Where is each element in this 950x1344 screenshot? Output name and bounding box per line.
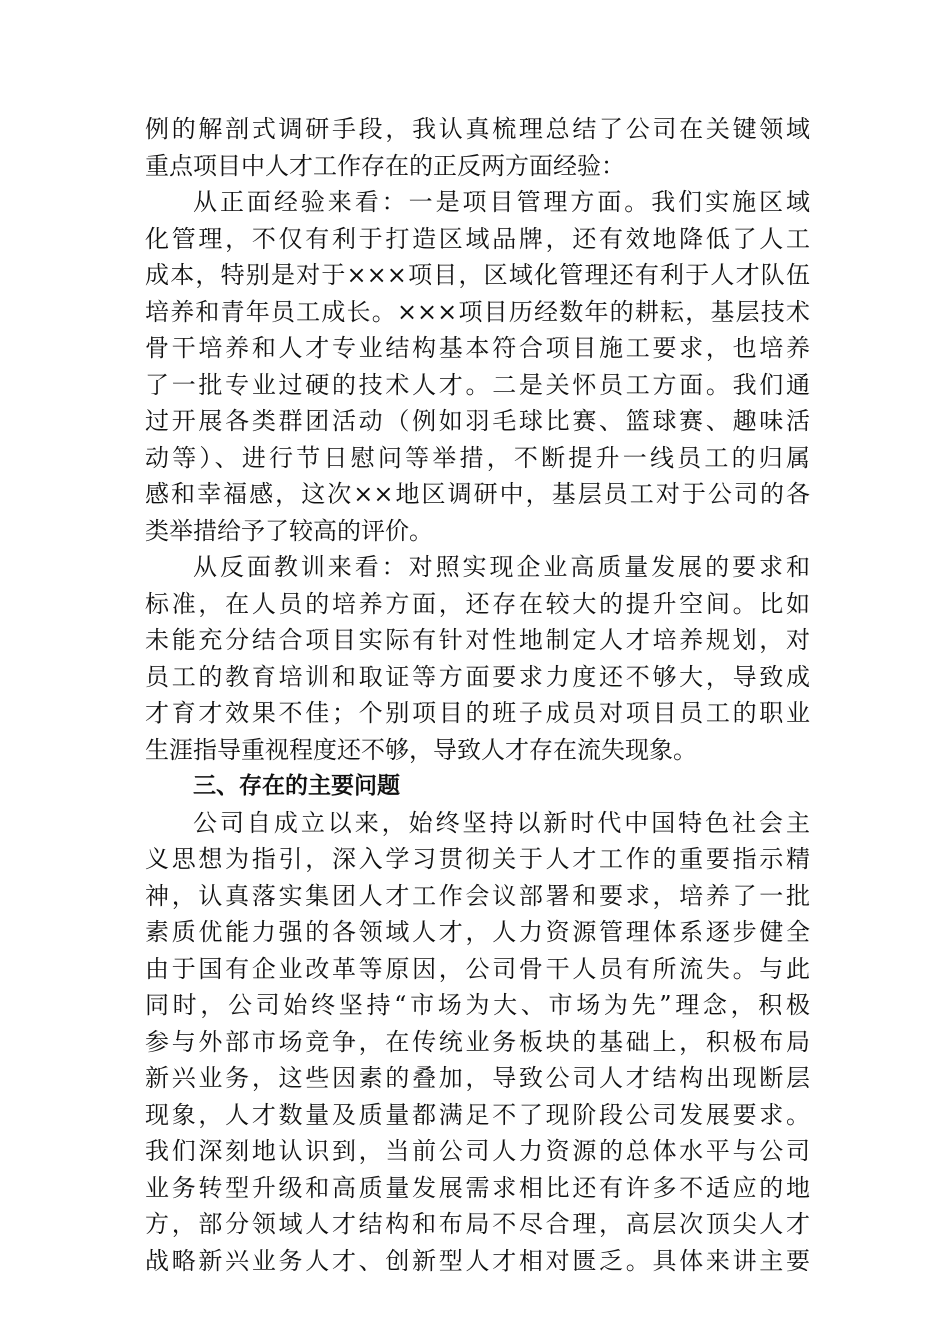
- document-body: [145, 111, 810, 1279]
- text-line: 标准，在人员的培养方面，还存在较大的提升空间。比如: [145, 589, 810, 618]
- text-line: 重点项目中人才工作存在的正反两方面经验：: [145, 151, 625, 180]
- intro-paragraph: [145, 111, 810, 184]
- text-line: 化管理，不仅有利于打造区域品牌，还有效地降低了人工: [145, 224, 810, 253]
- text-line: 参与外部市场竞争，在传统业务板块的基础上，积极布局: [145, 1027, 810, 1056]
- text-line: 战略新兴业务人才、创新型人才相对匮乏。具体来讲主要: [145, 1246, 810, 1275]
- text-line: 才育才效果不佳；个别项目的班子成员对项目员工的职业: [145, 699, 810, 727]
- positive-experience-paragraph: [145, 184, 810, 549]
- text-line: 了一批专业过硬的技术人才。二是关怀员工方面。我们通: [145, 370, 810, 399]
- section-heading: 三、存在的主要问题: [193, 773, 400, 799]
- text-line: 从正面经验来看：一是项目管理方面。我们实施区域: [193, 188, 810, 216]
- text-line: 类举措给予了较高的评价。: [145, 516, 433, 545]
- text-line: 培养和青年员工成长。×××项目历经数年的耕耘，基层技术: [145, 297, 810, 326]
- text-line: 过开展各类群团活动（例如羽毛球比赛、篮球赛、趣味活: [145, 407, 810, 435]
- text-line: 例的解剖式调研手段，我认真梳理总结了公司在关键领域: [145, 115, 810, 143]
- text-line: 生涯指导重视程度还不够，导致人才存在流失现象。: [145, 735, 697, 764]
- text-line: 义思想为指引，深入学习贯彻关于人才工作的重要指示精: [145, 845, 810, 873]
- text-line: 现象，人才数量及质量都满足不了现阶段公司发展要求。: [145, 1100, 810, 1129]
- text-line: 感和幸福感，这次××地区调研中，基层员工对于公司的各: [145, 480, 810, 508]
- text-line: 从反面教训来看：对照实现企业高质量发展的要求和: [193, 553, 810, 581]
- text-line: 神，认真落实集团人才工作会议部署和要求，培养了一批: [145, 881, 810, 910]
- text-line: 新兴业务，这些因素的叠加，导致公司人才结构出现断层: [145, 1064, 810, 1092]
- text-line: 素质优能力强的各领域人才，人力资源管理体系逐步健全: [145, 918, 810, 946]
- text-line: 骨干培养和人才专业结构基本符合项目施工要求，也培养: [145, 334, 810, 362]
- text-line: 业务转型升级和高质量发展需求相比还有许多不适应的地: [145, 1173, 810, 1202]
- text-line: 公司自成立以来，始终坚持以新时代中国特色社会主: [193, 808, 810, 837]
- text-line: 方，部分领域人才结构和布局不尽合理，高层次顶尖人才: [145, 1210, 810, 1238]
- text-line: 同时，公司始终坚持“市场为大、市场为先”理念，积极: [145, 991, 810, 1019]
- text-line: 未能充分结合项目实际有针对性地制定人才培养规划，对: [145, 626, 810, 654]
- text-line: 由于国有企业改革等原因，公司骨干人员有所流失。与此: [145, 954, 810, 983]
- text-line: 成本，特别是对于×××项目，区域化管理还有利于人才队伍: [145, 261, 810, 289]
- negative-lessons-paragraph: [145, 549, 810, 768]
- text-line: 动等）、进行节日慰问等举措，不断提升一线员工的归属: [145, 443, 810, 472]
- text-line: 员工的教育培训和取证等方面要求力度还不够大，导致成: [145, 662, 810, 691]
- text-line: 我们深刻地认识到，当前公司人力资源的总体水平与公司: [145, 1137, 810, 1165]
- main-problems-paragraph: [145, 805, 810, 1280]
